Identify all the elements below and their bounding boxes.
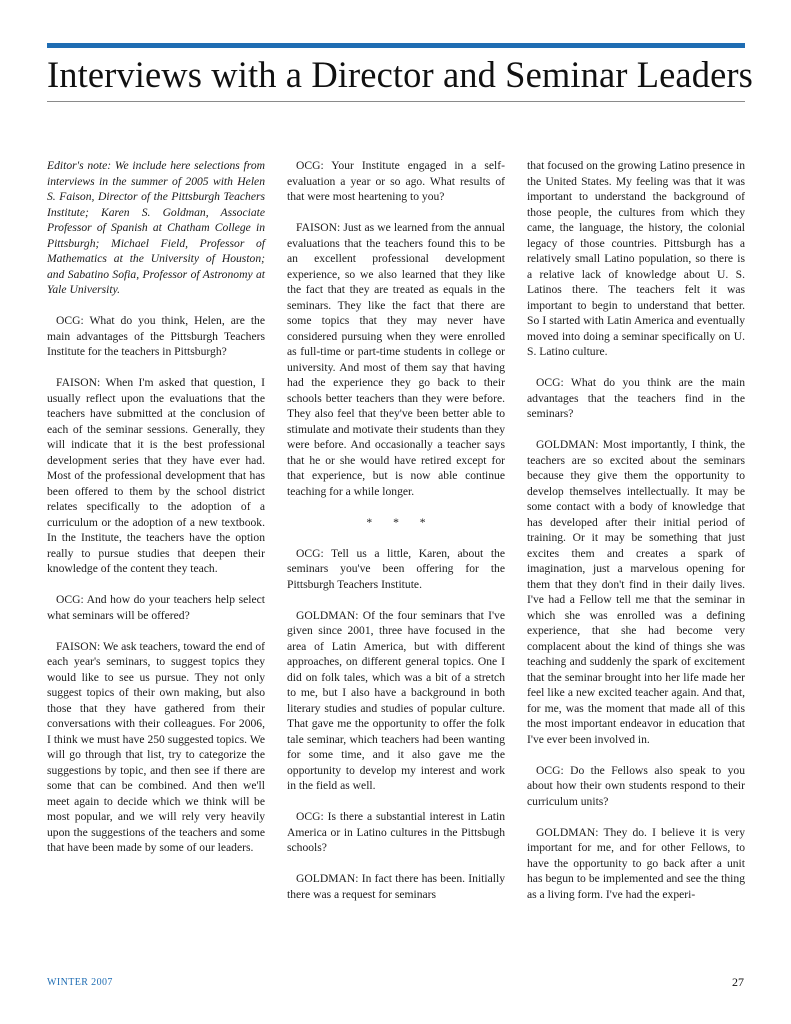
header-rule (47, 43, 745, 48)
paragraph: GOLDMAN: Most importantly, I think, the teachers are so excited about the seminars because they give them the opportunity to develop themselves intellectually. It may be some contact with a body of knowledge that has developed after their initial period of training. Or it may be something that just excites them and creates a spark of imagination, just a marvelous opening for them that they don't find in their daily lives. I've had a Fellow tell me that the seminar in which she was enrolled was a defining experience, that she had become very complacent about the kind of things she was teaching and suddenly the spark of excitement that the seminar brought into her life made her feel like a new excited teacher again. And that, for me, was the moment that made all of this the most important endeavor in education that I've ever been involved in. (527, 438, 745, 746)
paragraph: FAISON: When I'm asked that question, I usually reflect upon the evaluations that the teachers have submitted at the conclusion of each of the seminar sessions. Generally, they will indicate that it is the best professional development series that they have ever had. Most of the professional development that has been offered to them by the school district relates specifically to the adoption of a curriculum or the adoption of a new textbook. In the Institute, the teachers have the option really to pursue studies that deepen their knowledge of the content they teach. (47, 376, 265, 575)
paragraph: OCG: Tell us a little, Karen, about the seminars you've been offering for the Pittsburgh Teachers Institute. (287, 546, 505, 591)
paragraph: OCG: What do you think, Helen, are the main advantages of the Pittsburgh Teachers Institute for the teachers in Pittsburgh? (47, 314, 265, 358)
title-underline (47, 101, 745, 102)
text-column-3 (527, 158, 745, 918)
paragraph: FAISON: Just as we learned from the annual evaluations that the teachers found this to be an excellent professional development experience, so we also learned that they like the fact that they are treated as equals in the seminars. They like the fact that there are some topics that they may never have considered pursuing when they were enrolled as full-time or part-time students in college or university. And most of them say that having had the experience they go back to their schools better teachers than they were before. They also feel that they've been better able to stimulate and motivate their students than they were before. And occasionally a teacher says that he or she would have retired except for that experience, but is now able continue teaching for a while longer. (287, 221, 505, 498)
paragraph: OCG: Is there a substantial interest in Latin America or in Latino cultures in the Pittsbugh schools? (287, 810, 505, 854)
paragraph: OCG: Do the Fellows also speak to you about how their own students respond to their curriculum units? (527, 763, 745, 808)
page-title: Interviews with a Director and Seminar Leaders (47, 54, 753, 95)
text-column-2 (287, 158, 505, 918)
paragraph: that focused on the growing Latino presence in the United States. My feeling was that it was important to understand the background of those people, the cultures from which they came, the language, the history, the colonial legacy of those countries. Pittsburgh has a relatively small Latino population, so there is a relative lack of knowledge about U. S. Latinos there. The teachers felt it was important to begin to understand that better. So I started with Latin America and eventually moved into doing a seminar specifically on U. S. Latino culture. (527, 159, 745, 358)
paragraph: OCG: And how do your teachers help select what seminars will be offered? (47, 593, 265, 622)
text-column-1 (47, 158, 265, 871)
editors-note: Editor's note: We include here selections from interviews in the summer of 2005 with Helen S. Faison, Director of the Pittsburgh Teachers Institute; Karen S. Goldman, Associate Professor of Spanish at Chatham College in Pittsburgh; Michael Field, Professor of Mathematics at the University of Houston; and Sabatino Sofia, Professor of Astronomy at Yale University. (47, 159, 265, 296)
paragraph: OCG: What do you think are the main advantages that the teachers find in the seminars? (527, 376, 745, 420)
page-number: 27 (732, 975, 744, 989)
paragraph: GOLDMAN: In fact there has been. Initially there was a request for seminars (287, 872, 505, 901)
paragraph: GOLDMAN: They do. I believe it is very important for me, and for other Fellows, to have the opportunity to go back after a unit has begun to be implemented and see the thing as a living form. I've had the experi- (527, 825, 745, 901)
issue-label: WINTER 2007 (47, 977, 113, 988)
paragraph: FAISON: We ask teachers, toward the end of each year's seminars, to suggest topics they would like to see us pursue. They not only suggest topics of their own making, but also those that they have gathered from their conversations with their colleagues. For 2006, I think we must have 250 suggested topics. We will go through that list, try to categorize the suggestions by topic, and then see if there are some that can be combined. And then we'll meet again to decide which we think will be most popular, and we will rely very heavily upon the suggestions of the teachers and some that have been made by some of our leaders. (47, 639, 265, 854)
paragraph: GOLDMAN: Of the four seminars that I've given since 2001, three have focused in the area of Latin America, but with different approaches, on different general topics. One I did on folk tales, which was a bit of a stretch to me, but I also have a background in both literary studies and studies of popular culture. That gave me the opportunity to offer the folk tale seminar, which teachers had been wanting for some time, and it also gave me the opportunity to develop my interest and work in the field as well. (287, 608, 505, 792)
section-separator: * * * (366, 515, 426, 529)
paragraph: OCG: Your Institute engaged in a self-evaluation a year or so ago. What results of that were most heartening to you? (287, 159, 505, 203)
